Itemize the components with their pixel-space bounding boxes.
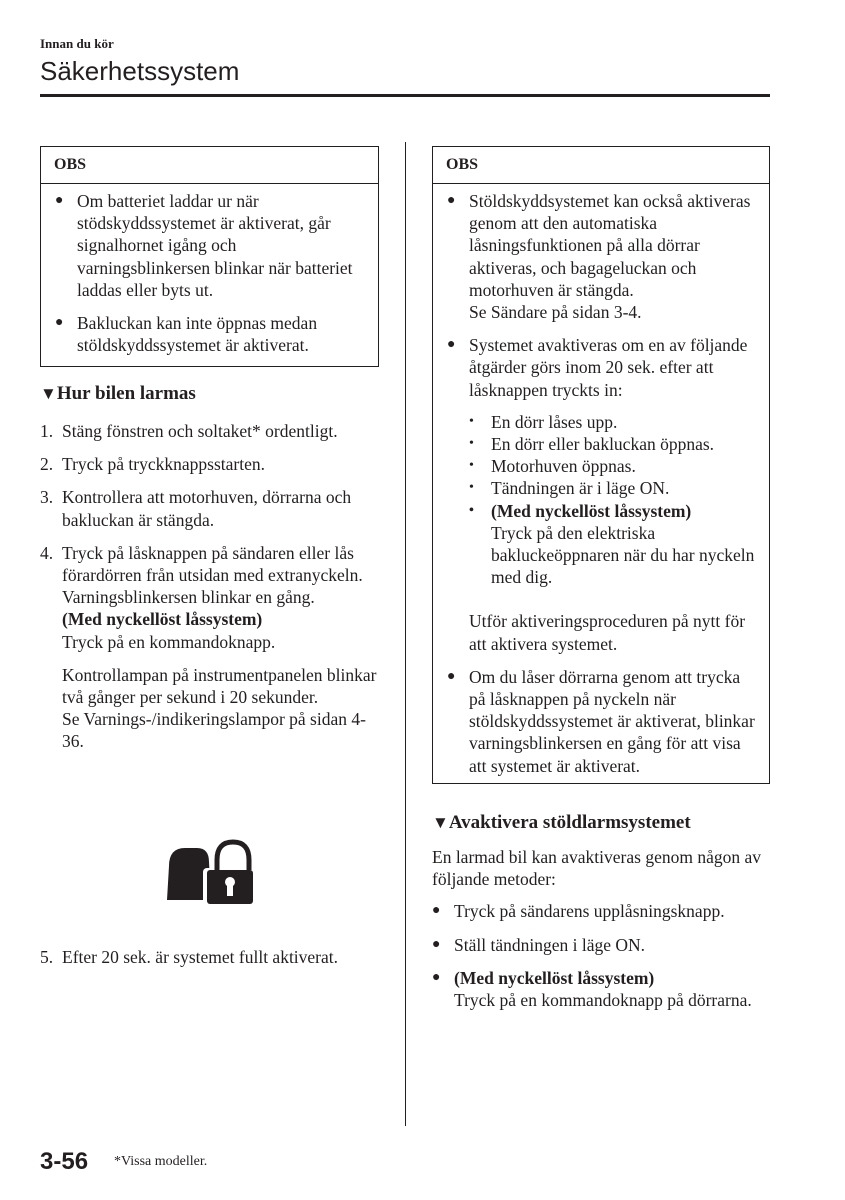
bullet-icon: ● (432, 969, 441, 985)
security-indicator-lock-icon (163, 838, 255, 906)
deactivate-intro: En larmad bil kan avaktiveras genom någon av följande metoder: (432, 847, 761, 890)
bullet-icon: • (469, 436, 474, 452)
list-item: ● Tryck på sändarens upplåsningsknapp. (432, 901, 725, 922)
bullet-icon: • (469, 458, 474, 474)
list-item: ● Om du låser dörrarna genom att trycka på låsknappen på nyckeln när stöldskyddssystemet är aktiverat, blinkar varningsblinkersen en gång för att visa att systemet är aktiverat. (447, 666, 755, 776)
title-rule (40, 94, 770, 97)
obs-body (433, 184, 769, 777)
section-kicker: Innan du kör (40, 36, 114, 51)
triangle-down-icon: ▼ (432, 813, 449, 832)
list-item: ● Bakluckan kan inte öppnas medan stöldskyddssystemet är aktiverat. (55, 313, 318, 356)
list-item: ● Systemet avaktiveras om en av följande åtgärder görs inom 20 sek. efter att låsknappen tryckts in: • En dörr låses upp. • En dörr eller bakluckan öppnas. • Motorhuven öppnas. • Tändningen är i läge ON. • (Med nyckellöst låssystem) Tryck på den elektriska bakluckeöppnaren när du har nyckeln med dig. Utför aktiveringsproceduren på nytt för att aktivera systemet. (447, 334, 757, 655)
list-item: ● Om batteriet laddar ur när stödskyddssystemet är aktiverat, går signalhornet igång och varningsblinkersen blinkar när batteriet laddas eller byts ut. (55, 191, 353, 300)
section-heading-arming: ▼Hur bilen larmas (40, 383, 196, 404)
deactivate-section (432, 846, 772, 1022)
sub-item: • (Med nyckellöst låssystem) Tryck på den elektriska bakluckeöppnaren när du har nyckeln med dig. (469, 500, 755, 588)
obs-label: OBS (41, 147, 378, 184)
footnote: *Vissa modeller. (114, 1154, 208, 1169)
bullet-icon: ● (55, 315, 64, 331)
obs-box-right (432, 146, 770, 784)
triangle-down-icon: ▼ (40, 384, 57, 403)
list-item: 3. Kontrollera att motorhuven, dörrarna och bakluckan är stängda. (40, 487, 352, 530)
bullet-icon: ● (447, 337, 456, 353)
page-number: 3-56 (40, 1148, 89, 1175)
obs-label: OBS (433, 147, 769, 184)
list-item: 5. Efter 20 sek. är systemet fullt aktiverat. (40, 947, 339, 967)
list-item: 2. Tryck på tryckknappsstarten. (40, 454, 265, 475)
step4-note: Kontrollampan på instrumentpanelen blinkar två gånger per sekund i 20 sekunder. Se Varnings-/indikeringslampor på sidan 4-36. (62, 664, 377, 752)
bullet-icon: • (469, 480, 474, 496)
sub-item: • Tändningen är i läge ON. (469, 478, 670, 499)
bullet-icon: ● (432, 903, 441, 919)
bullet-icon: ● (432, 936, 441, 952)
arming-steps (40, 420, 385, 753)
sub-item: • En dörr eller bakluckan öppnas. (469, 434, 715, 455)
bullet-icon: ● (55, 193, 64, 208)
list-item: 1. Stäng fönstren och soltaket* ordentligt. (40, 421, 338, 441)
sub-item: • Motorhuven öppnas. (469, 456, 636, 477)
bullet-icon: ● (447, 668, 456, 684)
list-item: 4. Tryck på låsknappen på sändaren eller lås förardörren från utsidan med extranyckeln. Varningsblinkersen blinkar en gång. (Med nyckellöst låssystem) Tryck på en kommandoknapp. (40, 542, 363, 652)
bullet-icon: ● (447, 193, 456, 208)
column-divider (405, 142, 406, 1126)
obs-body (41, 184, 378, 356)
list-item: ● Ställ tändningen i läge ON. (432, 934, 646, 955)
section-heading-deactivate: ▼Avaktivera stöldlarmsystemet (432, 812, 691, 833)
obs-box-left (40, 146, 379, 367)
sub-item: • En dörr låses upp. (469, 411, 618, 432)
list-item: ● Stöldskyddsystemet kan också aktiveras genom att den automatiska låsningsfunktionen på alla dörrar aktiveras, och bagageluckan och motorhuven är stängda. Se Sändare på sidan 3-4. (447, 191, 751, 323)
list-item: ● (Med nyckellöst låssystem) Tryck på en kommandoknapp på dörrarna. (432, 967, 752, 1011)
page-title: Säkerhetssystem (40, 56, 240, 86)
bullet-icon: • (469, 502, 474, 518)
bullet-icon: • (469, 413, 474, 429)
